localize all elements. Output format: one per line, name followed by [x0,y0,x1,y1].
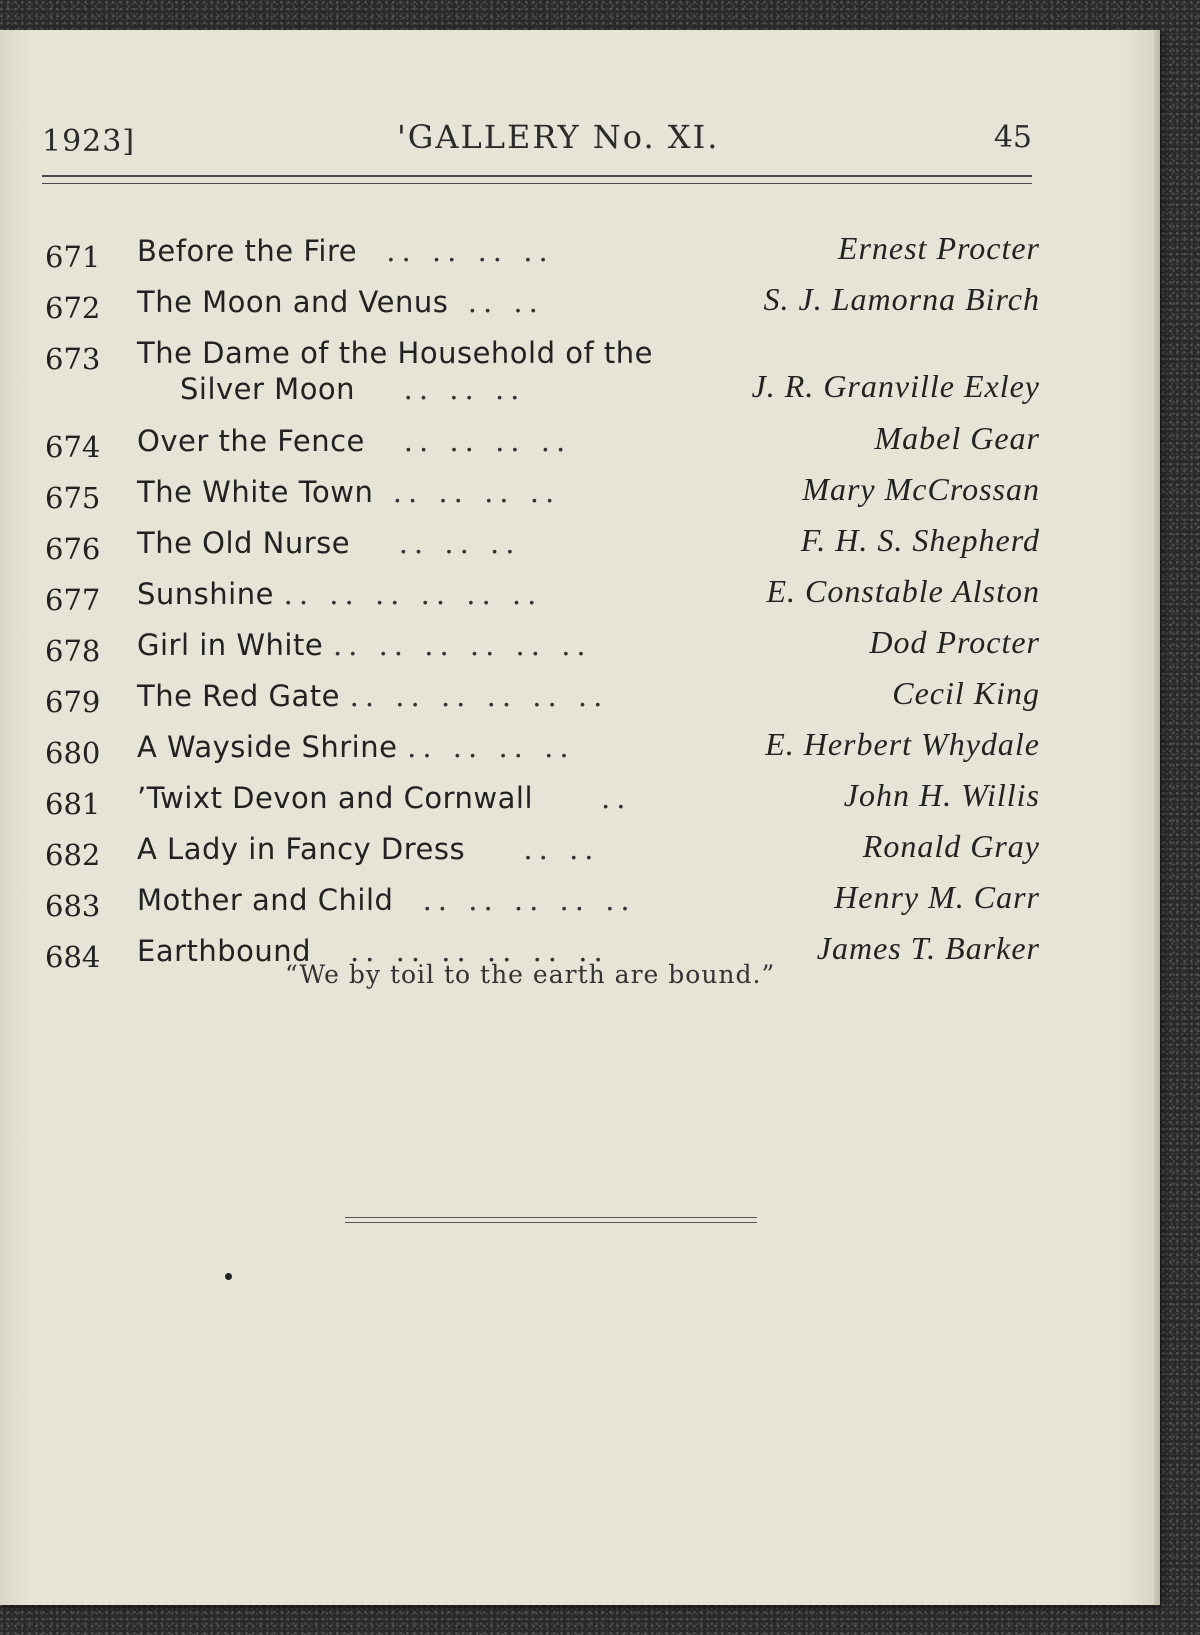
entry-title [137,781,631,815]
entry-artist: J. R. Granville Exley [751,368,1040,404]
catalogue-page [0,30,1160,1605]
entry-title [137,577,542,611]
entry-674 [45,420,1040,471]
entry-title-continued [180,372,525,406]
entry-artist: Mary McCrossan [802,471,1040,507]
entry-leader-dots: .. .. .. .. [392,475,561,509]
entry-title: The Dame of the Household of the [137,336,653,370]
entry-title-text: Silver Moon [180,372,356,406]
entry-leader-dots: .. .. .. .. [407,730,575,764]
entry-leader-dots: .. .. .. .. .. .. [349,679,609,713]
entry-artist: F. H. S. Shepherd [800,522,1040,558]
entry-number: 675 [45,481,101,515]
entry-title [137,285,544,319]
entry-title-text: Before the Fire [137,234,358,268]
entry-title-text: The Red Gate [137,679,340,713]
entry-number: 673 [45,342,101,376]
entry-671 [45,230,1040,281]
entry-number: 677 [45,583,101,617]
entry-leader-dots: .. .. .. .. [386,234,554,268]
entry-artist: Henry M. Carr [834,879,1040,915]
header-title: 'GALLERY No. XI. [397,118,720,156]
entry-677 [45,573,1040,624]
entry-artist: Dod Procter [869,624,1040,660]
entry-leader-dots: .. .. [523,832,600,866]
entry-title [137,424,571,458]
entry-leader-dots: .. [601,781,632,815]
entry-number: 678 [45,634,101,668]
entry-artist: James T. Barker [816,930,1040,966]
entry-artist: Ronald Gray [862,828,1040,864]
entry-leader-dots: .. .. .. .. .. [422,883,636,917]
entry-title [137,628,592,662]
header-year: 1923] [42,124,136,159]
entry-673 [45,332,1040,420]
entry-title [137,679,608,713]
entry-title-text: Earthbound [137,934,312,968]
entry-683 [45,879,1040,930]
entry-title-text: The Old Nurse [137,526,351,560]
entry-number: 671 [45,240,101,274]
entry-678 [45,624,1040,675]
entry-676 [45,522,1040,573]
entry-number: 683 [45,889,101,923]
entry-680 [45,726,1040,777]
entry-quote: “We by toil to the earth are bound.” [285,960,776,989]
entry-title-text: Girl in White [137,628,324,662]
entry-title-text: The Moon and Venus [137,285,449,319]
entry-681 [45,777,1040,828]
entry-list [45,230,1040,981]
entry-artist: Cecil King [892,675,1040,711]
entry-artist: Ernest Procter [837,230,1040,266]
entry-number: 682 [45,838,101,872]
entry-title [137,730,575,764]
entry-number: 674 [45,430,101,464]
entry-title [137,526,520,560]
entry-leader-dots: .. .. .. .. .. .. [283,577,543,611]
entry-title-text: ’Twixt Devon and Cornwall [137,781,533,815]
entry-675 [45,471,1040,522]
entry-title-text: Sunshine [137,577,274,611]
header-rule [42,175,1032,184]
entry-number: 679 [45,685,101,719]
entry-leader-dots: .. .. .. [403,372,526,406]
entry-number: 672 [45,291,101,325]
entry-number: 676 [45,532,101,566]
entry-artist: E. Herbert Whydale [765,726,1040,762]
entry-artist: E. Constable Alston [766,573,1040,609]
entry-title-text: A Lady in Fancy Dress [137,832,466,866]
entry-title [137,234,554,268]
page-edge [1154,30,1160,1605]
entry-title [137,832,600,866]
entry-682 [45,828,1040,879]
ink-speck [225,1273,232,1280]
entry-leader-dots: .. .. .. .. .. .. [332,628,592,662]
entry-number: 680 [45,736,101,770]
entry-number: 681 [45,787,101,821]
entry-leader-dots: .. .. .. [398,526,521,560]
entry-leader-dots: .. .. .. .. [403,424,572,458]
running-header [42,118,1032,162]
entry-title-text: The White Town [137,475,374,509]
entry-title-text: Mother and Child [137,883,394,917]
entry-title-text: Over the Fence [137,424,365,458]
entry-artist: S. J. Lamorna Birch [763,281,1040,317]
entry-672 [45,281,1040,332]
entry-title [137,883,636,917]
closing-rule [345,1217,757,1223]
entry-number: 684 [45,940,101,974]
entry-title-text: A Wayside Shrine [137,730,398,764]
entry-679 [45,675,1040,726]
entry-leader-dots: .. .. [467,285,544,319]
entry-artist: Mabel Gear [874,420,1040,456]
page-number: 45 [993,120,1032,155]
entry-artist: John H. Willis [843,777,1040,813]
entry-leader-dots: .. .. .. .. .. .. [349,934,609,968]
entry-title [137,475,560,509]
